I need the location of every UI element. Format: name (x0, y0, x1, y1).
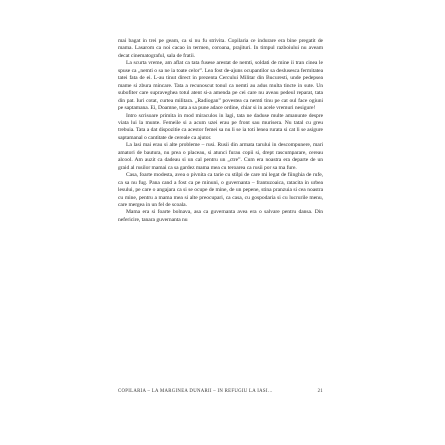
page-body (118, 38, 323, 224)
paragraph: La scurta vreme, am aflat ca tata fusese arestat de nemti, soldati de mine ii tran cinea le spuse ca „nemti o sa ne ia toate celor”. Lea fost de-ajuns ocupantilor sa deslusesca fermitatea tatei fata de ei. L-au tinut direct in prezenta Cercului Militar din Bucuresti, unde pedepsea mame si zbura mincare. Tata a recunoscut tonul ca nemti au adus multa tincte in sute. Un subofiter care supraveghea totul atent si-a amenda pe cei care nu aveau pedeul reparat, tata din pat. Iuri cotat, curtea militara. „Radiogan” povestea ca nemti tinu pe cat oul face ogiuni pe saptamana. Ei, Doamne, tata a sa pune adace ordine, chiar si in acele vremuri nesigure! (118, 60, 323, 112)
running-title: COPILARIA – LA MARGINEA DUNARII – IN REFUGIU LA IASI… (118, 389, 273, 394)
page-number: 21 (317, 389, 323, 394)
page-footer (118, 389, 323, 394)
paragraph: mai bagat in trei pe geam, ca si nu fu strivita. Copilaria ce indurare era bine pregatit de mama. Lasarom ca noi cacao in termen, coroana, prajituri. In timpul razboiului nu aveam decat cinematograful, sala de fratii. (118, 38, 323, 59)
paragraph: Intro scrisoare primita in mod miraculos in lagi, tata ne daduse multe amanunte despre viata lui la munte. Femeile si a acum uzei erau pe front sau murisera. Nu tatal cu greu trebuia. Tata a dat dispozitie ca acestor femei sa nu li se ia toti lenea rurata si cat li se asigure saptamanal o cantitate de cereale ca ajutor. (118, 112, 323, 141)
paragraph: La lasi mai erau si alte probleme – rusi. Rusii din armata tarului in descompunere, mari amatori de bautura, nu prea o placeau, si atunci furau copii si, drept rascumparare, cereau alcool. Am auzit ca dadeau si un cal pentru un „ctre”. Cum era noastra era departe de un graid al rusilor mamai ca sa gardez mama mea cu teroarea ca rusii por sa ma fure. (118, 142, 323, 171)
paragraph: Casa, foarte modesta, avea o pivnita ca tarie cu stilpi de care mi legat de fiinghia de rufe, ca sa nu fug. Pana cand a fost ca pe minuni, o guvernanta – frantuzoaica, ratacita in urbea lesului, pe care o angajara ca si se ocupe de mine, de un pepene, stina pranzuia si cea noastra cu mine, pentru a mama mea si alte preocupari, ca casa, cu gospodaria si cu lucrurile menu, care mergea in un fel de scoala. (118, 172, 323, 208)
paragraph: Mama era si foarte bolnava, asa ca guvernanta avea era o salvare pentru dansa. Din nefericire, tanara guvernanta nu (118, 209, 323, 223)
